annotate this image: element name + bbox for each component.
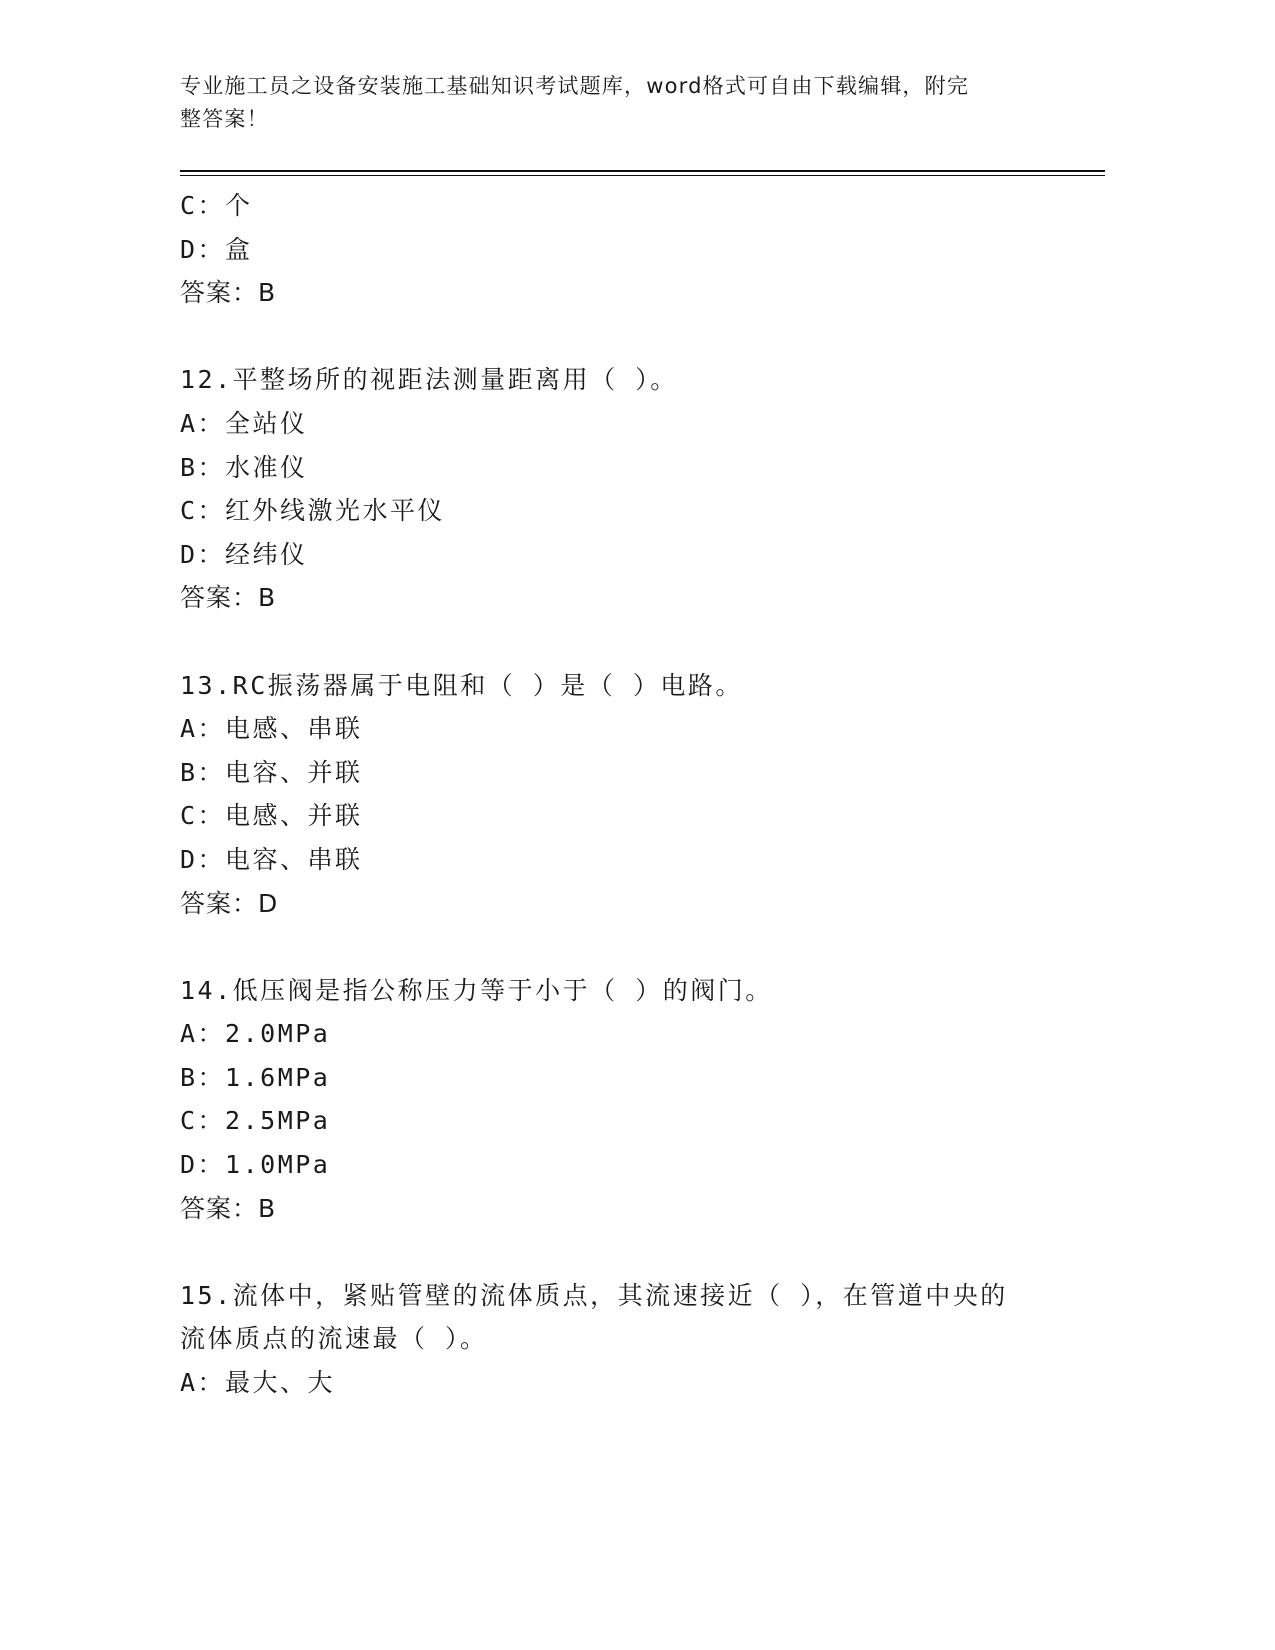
document-header — [180, 70, 1040, 136]
option-d: D：1.0MPa — [180, 1150, 331, 1180]
option-b: B：水准仪 — [180, 452, 308, 482]
header-line-1: 专业施工员之设备安装施工基础知识考试题库，word格式可自由下载编辑，附完 — [180, 74, 970, 98]
question-15 — [180, 1274, 1080, 1405]
option-d: D：电容、串联 — [180, 844, 363, 874]
option-c: C：电感、并联 — [180, 801, 363, 831]
question-stem: 12.平整场所的视距法测量距离用（ ）。 — [180, 365, 678, 395]
option-b: B：1.6MPa — [180, 1062, 331, 1092]
option-d: D：经纬仪 — [180, 539, 308, 569]
question-list — [180, 184, 1080, 1405]
option-c: C：红外线激光水平仪 — [180, 496, 446, 526]
answer: 答案：B — [180, 1193, 277, 1223]
option-c: C：个 — [180, 191, 253, 220]
option-a: A：全站仪 — [180, 408, 308, 438]
option-a: A：电感、串联 — [180, 714, 363, 744]
question-14 — [180, 969, 1080, 1231]
answer: 答案：B — [180, 583, 277, 613]
answer: 答案：D — [180, 888, 279, 918]
question-stem: 14.低压阀是指公称压力等于小于（ ）的阀门。 — [180, 975, 773, 1005]
question-stem: 13.RC振荡器属于电阻和（ ）是（ ）电路。 — [180, 670, 743, 700]
option-d: D：盒 — [180, 234, 253, 264]
spacer — [180, 925, 1080, 969]
spacer — [180, 315, 1080, 359]
question-13 — [180, 664, 1080, 926]
spacer — [180, 620, 1080, 664]
header-line-2: 整答案！ — [180, 107, 269, 131]
option-a: A：2.0MPa — [180, 1019, 331, 1049]
answer: 答案：B — [180, 278, 277, 308]
option-b: B：电容、并联 — [180, 757, 363, 787]
question-stem-line-1: 15.流体中，紧贴管壁的流体质点，其流速接近（ ），在管道中央的 — [180, 1280, 1008, 1310]
header-rule-thin — [180, 175, 1105, 176]
question-12 — [180, 358, 1080, 620]
spacer — [180, 1230, 1080, 1274]
header-rule-thick — [180, 170, 1105, 172]
question-stem-line-2: 流体质点的流速最（ ）。 — [180, 1324, 488, 1354]
option-a: A：最大、大 — [180, 1368, 336, 1398]
option-c: C：2.5MPa — [180, 1106, 331, 1136]
question-11-continuation — [180, 184, 1080, 315]
